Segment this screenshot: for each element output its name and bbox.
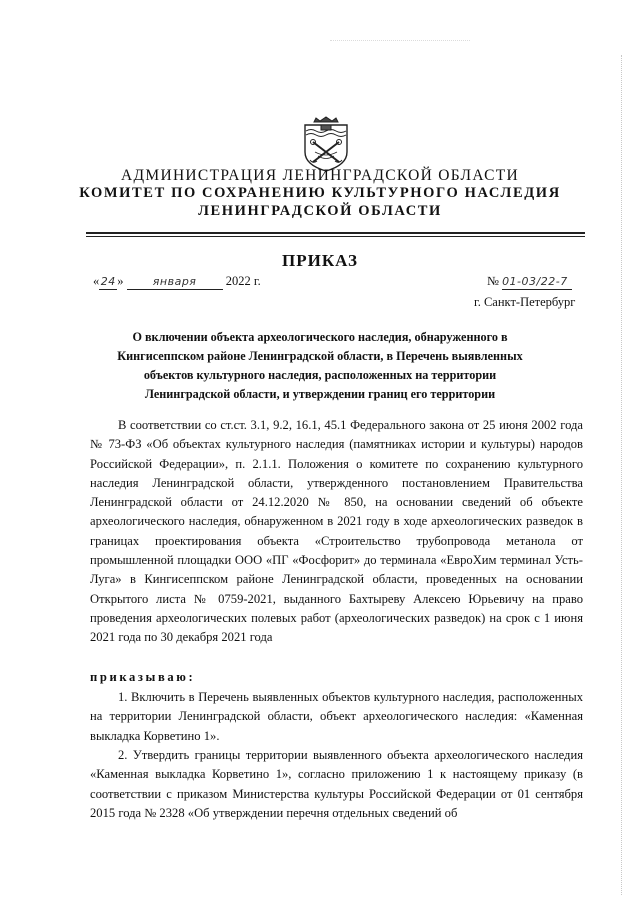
subject-line: объектов культурного наследия, расположенных на территории	[143, 368, 497, 382]
administration-name: АДМИНИСТРАЦИЯ ЛЕНИНГРАДСКОЙ ОБЛАСТИ	[121, 167, 519, 184]
scan-trace-top	[330, 40, 470, 41]
date-day: 24	[100, 275, 116, 288]
document-number	[487, 274, 572, 290]
coat-of-arms-icon	[300, 116, 352, 172]
header-rule-thin	[86, 236, 585, 237]
order-item-2: 2. Утвердить границы территории выявленного объекта археологического наследия «Каменная выкладка Корветино 1», согласно приложению 1 к настоящему приказу (в соответствии с приказом Министерства культуры Российской Федерации от 01 сентября 2015 года № 2328 «Об утверждении перечня отдельных сведений об	[90, 748, 583, 820]
document-city: г. Санкт-Петербург	[474, 295, 576, 309]
document-title: ПРИКАЗ	[282, 251, 358, 270]
committee-region: ЛЕНИНГРАДСКОЙ ОБЛАСТИ	[198, 203, 442, 219]
date-month: января	[127, 275, 223, 290]
subject-line: О включении объекта археологического наследия, обнаруженного в	[132, 330, 508, 344]
order-item-1: 1. Включить в Перечень выявленных объектов культурного наследия, расположенных на территории Ленинградской области, объект археологического наследия: «Каменная выкладка Корветино 1».	[90, 690, 583, 743]
document-subject	[60, 328, 580, 404]
date-year: 2022 г.	[225, 274, 261, 288]
date-open-quote: «	[93, 274, 100, 288]
preamble-paragraph: В соответствии со ст.ст. 3.1, 9.2, 16.1, 45.1 Федерального закона от 25 июня 2002 года № 73-ФЗ «Об объектах культурного наследия (памятниках истории и культуры) народов Российской Федерации», п. 2.1.1. Положения о комитете по сохранению культурного наследия Ленинградской области, утвержденного постановлением Правительства Ленинградской области от 24.12.2020 № 850, на основании сведений об объекте археологического наследия, обнаруженном в 2021 году в ходе археологических разведок в границах проектирования объекта «Строительство трубопровода метанола от промышленной площадки ООО «ПГ «Фосфорит» до терминала «ЕвроХим терминал Усть-Луга» в Кингисеппском районе Ленинградской области, проведенных на основании Открытого листа № 0759-2021, выданного Бахтыреву Алексею Юрьевичу на право проведения археологических полевых работ (археологических разведок) на срок с 1 июня 2021 года по 30 декабря 2021 года	[90, 418, 583, 645]
order-word: приказываю:	[90, 670, 196, 684]
committee-name: КОМИТЕТ ПО СОХРАНЕНИЮ КУЛЬТУРНОГО НАСЛЕДИЯ	[79, 185, 561, 201]
date-close-quote: »	[117, 274, 124, 288]
subject-line: Кингисеппском районе Ленинградской области, в Перечень выявленных	[117, 349, 523, 363]
header-rule-thick	[86, 232, 585, 234]
number-value: 01-03/22-7	[502, 275, 572, 290]
subject-line: Ленинградской области, и утверждении границ его территории	[144, 387, 496, 401]
document-date	[93, 274, 261, 290]
number-sign: №	[487, 274, 499, 288]
